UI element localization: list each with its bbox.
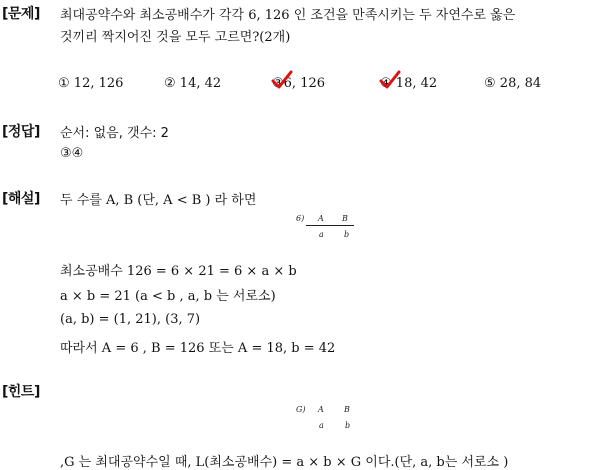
- ladder-bottom-a: a: [319, 230, 324, 239]
- explanation-line-1: 최소공배수 126 = 6 × 21 = 6 × a × b: [60, 264, 297, 279]
- hint-ladder-top-a: A: [318, 405, 324, 414]
- option-1-number: ①: [58, 76, 70, 91]
- option-4-number: ④: [380, 76, 392, 91]
- option-4-text: 18, 42: [395, 76, 438, 91]
- option-2-number: ②: [164, 76, 176, 91]
- hint-division-ladder: [296, 405, 356, 435]
- ladder-bottom-b: b: [344, 230, 350, 239]
- ladder-top-a: A: [318, 214, 324, 223]
- option-5-text: 28, 84: [499, 76, 542, 91]
- problem-tag: [문제]: [2, 6, 40, 22]
- explanation-line-2: a × b = 21 (a < b , a, b 는 서로소): [60, 289, 276, 304]
- hint-line: ,G 는 최대공약수일 때, L(최소공배수) = a × b × G 이다.(단, a, b는 서로소 ): [60, 455, 509, 470]
- problem-line-2: 것끼리 짝지어진 것을 모두 고르면?(2개): [60, 30, 291, 45]
- division-ladder: [296, 214, 356, 244]
- option-2[interactable]: [164, 76, 221, 91]
- explanation-intro: 두 수를 A, B (단, A < B ) 라 하면: [60, 193, 257, 208]
- checkmark-icon: [271, 70, 293, 90]
- option-3-number: ③: [272, 76, 284, 91]
- ladder-line: [306, 225, 354, 226]
- explanation-line-3: (a, b) = (1, 21), (3, 7): [60, 312, 201, 327]
- option-5[interactable]: [484, 76, 541, 91]
- hint-ladder-bottom-a: a: [319, 421, 324, 430]
- checkmark-icon: [379, 70, 401, 90]
- hint-ladder-bottom-b: b: [345, 421, 351, 430]
- ladder-top-b: B: [342, 214, 348, 223]
- answer-line-1: 순서: 없음, 갯수: 2: [60, 126, 169, 141]
- answer-line-2: ③④: [60, 146, 84, 161]
- explanation-tag: [해설]: [2, 191, 40, 207]
- explanation-line-4: 따라서 A = 6 , B = 126 또는 A = 18, b = 42: [60, 341, 336, 356]
- hint-tag: [힌트]: [2, 384, 40, 400]
- hint-ladder-top-b: B: [344, 405, 350, 414]
- answer-tag: [정답]: [2, 124, 40, 140]
- ladder-divisor: 6): [296, 214, 305, 223]
- problem-line-1: 최대공약수와 최소공배수가 각각 6, 126 인 조건을 만족시키는 두 자연수로 옳은: [60, 8, 516, 23]
- option-1-text: 12, 126: [73, 76, 124, 91]
- option-2-text: 14, 42: [179, 76, 222, 91]
- option-3-text: 6, 126: [283, 76, 326, 91]
- option-5-number: ⑤: [484, 76, 496, 91]
- option-1[interactable]: [58, 76, 123, 91]
- hint-ladder-divisor: G): [296, 405, 306, 414]
